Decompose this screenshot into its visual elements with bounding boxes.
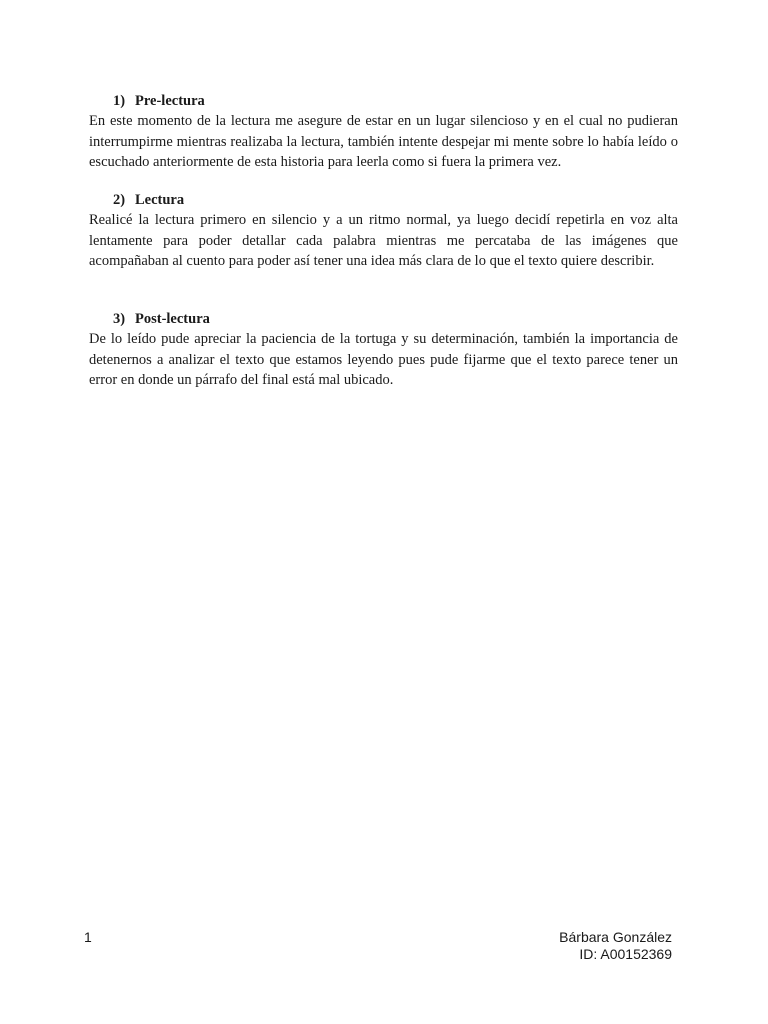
- section-paragraph: De lo leído pude apreciar la paciencia de la tortuga y su determinación, también la importancia de detenernos a analizar el texto que estamos leyendo pues pude fijarme que el texto parece tener un error en donde un párrafo del final está mal ubicado.: [89, 331, 678, 388]
- section-number: 3): [113, 311, 126, 327]
- section-heading: [89, 190, 678, 210]
- section-title: Post-lectura: [135, 311, 210, 327]
- section-title: Pre-lectura: [135, 93, 205, 109]
- student-id: ID: A00152369: [579, 946, 672, 962]
- section-pre-lectura: [89, 91, 678, 173]
- section-number: 2): [113, 192, 126, 208]
- section-title: Lectura: [135, 192, 185, 208]
- section-heading: [89, 309, 678, 329]
- section-post-lectura: [89, 309, 678, 391]
- section-number: 1): [113, 93, 126, 109]
- page-number: 1: [84, 929, 92, 945]
- author-name: Bárbara González: [559, 929, 672, 945]
- author-block: [559, 929, 672, 963]
- section-heading: [89, 91, 678, 111]
- section-lectura: [89, 190, 678, 272]
- section-paragraph: Realicé la lectura primero en silencio y a un ritmo normal, ya luego decidí repetirla en voz alta lentamente para poder detallar cada palabra mientras me percataba de las imágenes que acompañaban al cuento para poder así tener una idea más clara de lo que el texto quiere describir.: [89, 212, 678, 269]
- section-paragraph: En este momento de la lectura me asegure de estar en un lugar silencioso y en el cual no pudieran interrumpirme mientras realizaba la lectura, también intente despejar mi mente sobre lo había leído o escuchado anteriormente de esta historia para leerla como si fuera la primera vez.: [89, 113, 678, 170]
